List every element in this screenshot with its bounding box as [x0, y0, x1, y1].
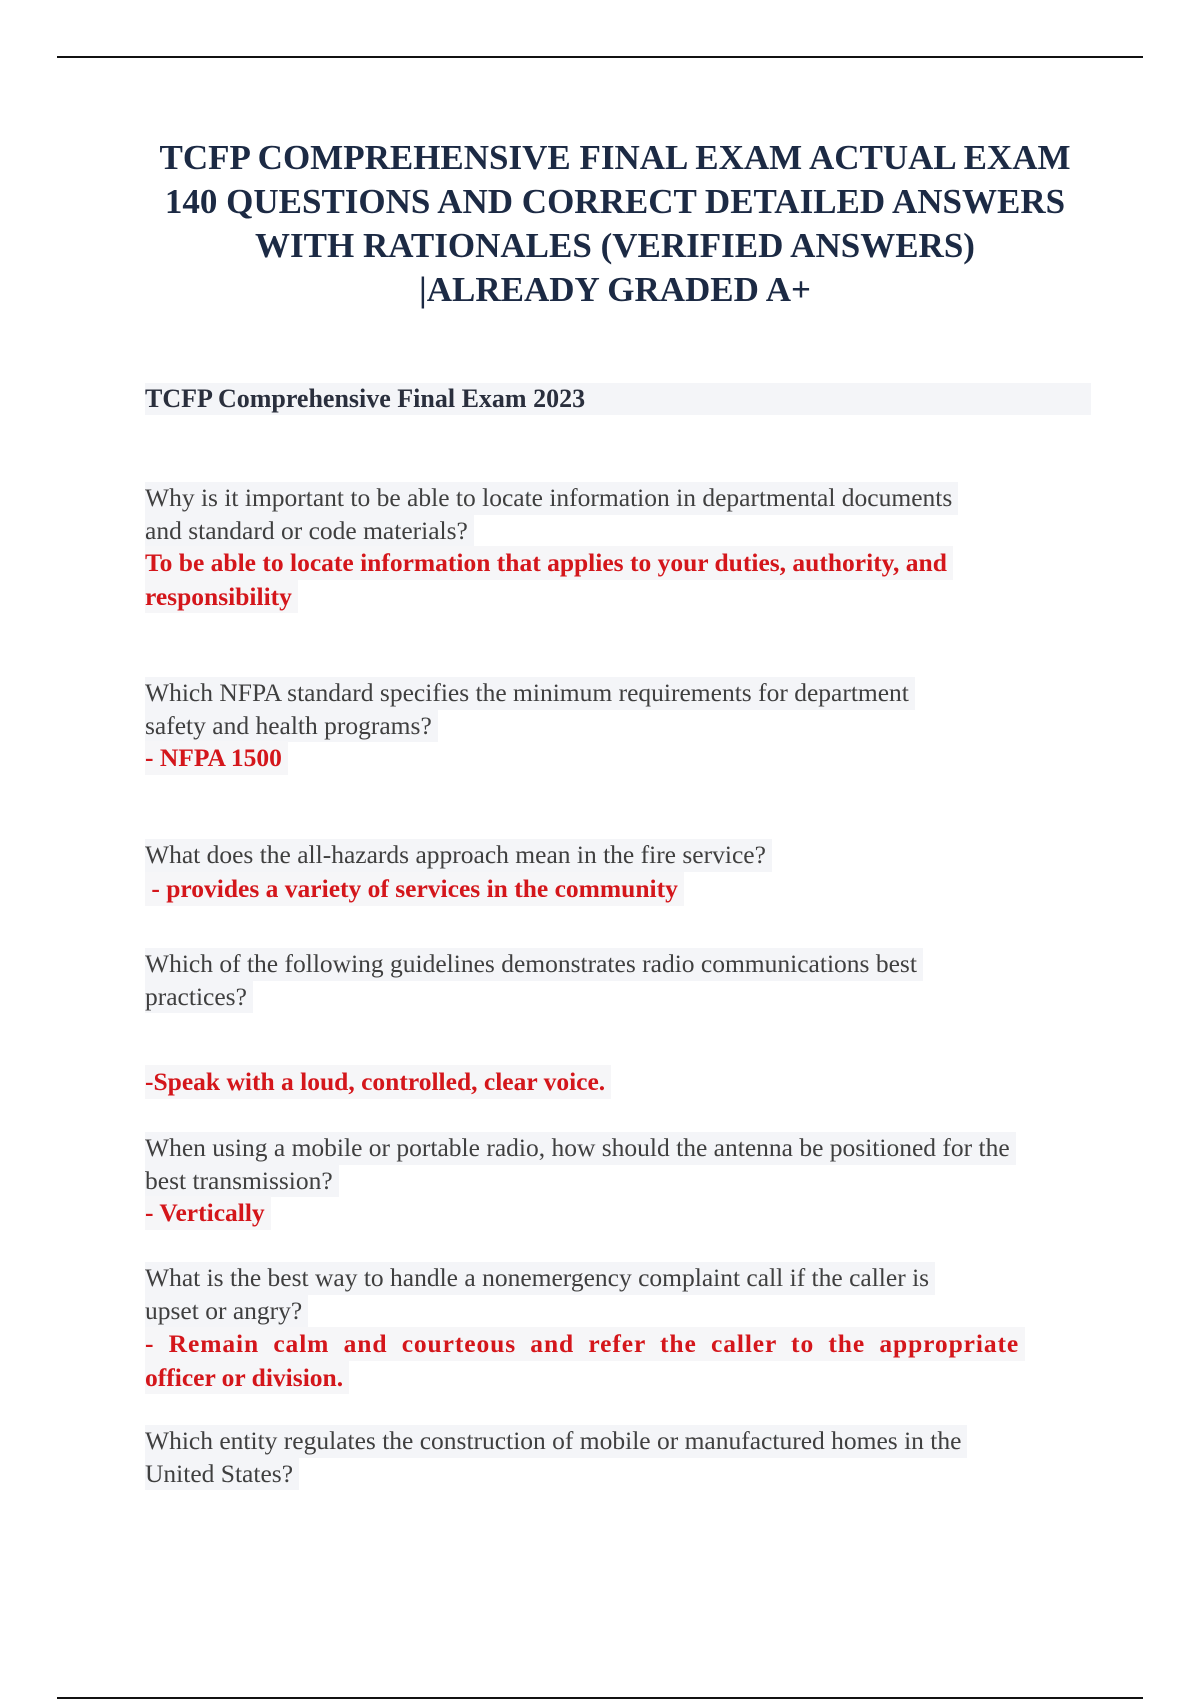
top-rule — [57, 56, 1143, 58]
answer-line: responsibility — [145, 580, 298, 614]
answer-2 — [145, 741, 288, 775]
answer-line: -Speak with a loud, controlled, clear voice. — [145, 1065, 611, 1099]
answer-5 — [145, 1196, 271, 1230]
question-line: practices? — [145, 981, 253, 1014]
question-line: What does the all-hazards approach mean in the fire service? — [145, 839, 772, 872]
question-7 — [145, 1425, 967, 1490]
question-line: Which entity regulates the construction of mobile or manufactured homes in the — [145, 1425, 967, 1458]
answer-line: - Vertically — [145, 1196, 271, 1230]
answer-line: - NFPA 1500 — [145, 741, 288, 775]
question-line: best transmission? — [145, 1165, 339, 1198]
title-line: WITH RATIONALES (VERIFIED ANSWERS) — [255, 226, 975, 265]
title-line: 140 QUESTIONS AND CORRECT DETAILED ANSWERS — [164, 182, 1066, 221]
question-line: Why is it important to be able to locate information in departmental documents — [145, 482, 958, 515]
document-title — [140, 136, 1090, 312]
question-6 — [145, 1262, 935, 1327]
answer-line: officer or division. — [145, 1361, 349, 1395]
title-line: |ALREADY GRADED A+ — [419, 270, 811, 309]
question-line: safety and health programs? — [145, 710, 438, 743]
answer-3 — [145, 872, 684, 906]
question-5 — [145, 1132, 1016, 1197]
question-line: upset or angry? — [145, 1295, 308, 1328]
question-line: When using a mobile or portable radio, how should the antenna be positioned for the — [145, 1132, 1016, 1165]
answer-4 — [145, 1065, 611, 1099]
question-line: and standard or code materials? — [145, 515, 474, 548]
answer-line: To be able to locate information that applies to your duties, authority, and — [145, 546, 953, 580]
document-subtitle: TCFP Comprehensive Final Exam 2023 — [145, 383, 1091, 415]
question-2 — [145, 677, 915, 742]
answer-line: - Remain calm and courteous and refer the caller to the appropriate — [145, 1327, 1025, 1361]
title-line: TCFP COMPREHENSIVE FINAL EXAM ACTUAL EXAM — [159, 138, 1071, 177]
answer-6 — [145, 1327, 1025, 1394]
question-line: Which of the following guidelines demonstrates radio communications best — [145, 948, 923, 981]
question-4 — [145, 948, 923, 1013]
question-line: United States? — [145, 1458, 299, 1491]
answer-line: - provides a variety of services in the community — [145, 872, 684, 906]
answer-1 — [145, 546, 953, 613]
bottom-rule — [57, 1697, 1143, 1699]
question-3 — [145, 839, 772, 872]
question-line: Which NFPA standard specifies the minimum requirements for department — [145, 677, 915, 710]
question-1 — [145, 482, 958, 547]
question-line: What is the best way to handle a nonemergency complaint call if the caller is — [145, 1262, 935, 1295]
